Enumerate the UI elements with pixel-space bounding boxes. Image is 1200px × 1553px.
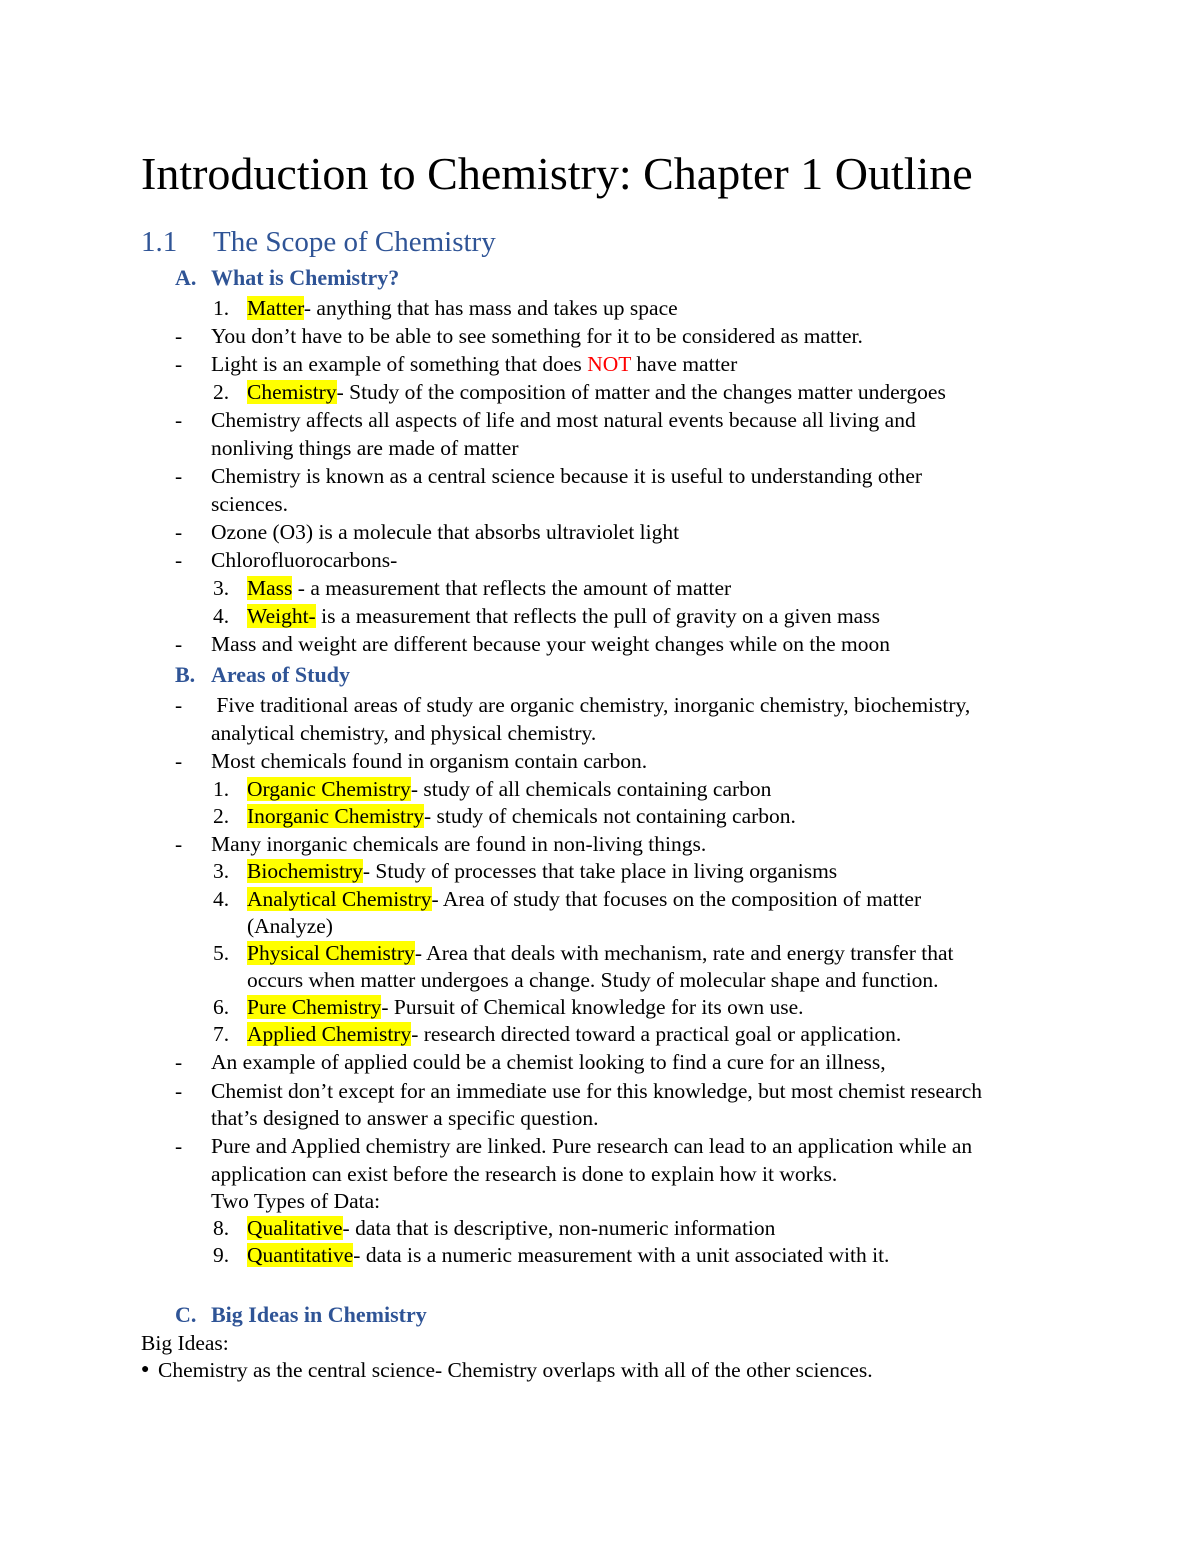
highlighted-term: Matter xyxy=(247,296,304,320)
bullet-icon: ● xyxy=(141,1362,150,1377)
highlighted-term: Pure Chemistry xyxy=(247,995,382,1019)
highlighted-term: Biochemistry xyxy=(247,859,363,883)
subheading-letter: A. xyxy=(175,265,197,290)
section-number: 1.1 xyxy=(141,226,178,258)
subheading-areas-of-study xyxy=(175,661,350,689)
highlighted-term: Quantitative xyxy=(247,1243,354,1267)
section-heading xyxy=(141,222,496,262)
section-title: The Scope of Chemistry xyxy=(213,226,496,258)
highlighted-term: Applied Chemistry xyxy=(247,1022,412,1046)
highlighted-term: Analytical Chemistry xyxy=(247,887,432,911)
emphasis-not: NOT xyxy=(587,352,631,376)
document-title: Introduction to Chemistry: Chapter 1 Outline xyxy=(141,148,973,199)
subheading-what-is-chemistry xyxy=(175,264,399,292)
subheading-title: What is Chemistry? xyxy=(211,265,400,290)
subheading-letter: C. xyxy=(175,1302,197,1327)
highlighted-term: Chemistry xyxy=(247,380,337,404)
document-page: Introduction to Chemistry: Chapter 1 Outline 1.1 The Scope of Chemistry A. What is Chemistry? 1. Matter- anything that has mass and takes up space - You don’t have to be able to see something for it to be considered as matter. - Light is an example of something that does NOT have matter 2. Chemistry- Study of the composition of matter and the changes matter undergoes - Chemistry affects all aspects of life and most natural events because all living and nonliving things are made of matter - Chemistry is known as a central science because it is useful to understanding other sciences. - Ozone (O3) is a molecule that absorbs ultraviolet light - Chlorofluorocarbons- 3. Mass - a measurement that reflects the amount of matter 4. Weight- is a measurement that reflects the pull of gravity on a given mass - Mass and weight are different because your weight changes while on the moon B. Areas of Study - Five traditional areas of study are organic chemistry, inorganic chemistry, biochemistry, analytical chemistry, and physical chemistry. - Most chemicals found in organism contain carbon. 1. Organic Chemistry- study of all chemicals containing carbon 2. Inorganic Chemistry- study of chemicals not containing carbon. - Many inorganic chemicals are found in non-living things. 3. Biochemistry- Study of processes that take place in living organisms 4. Analytical Chemistry- Area of study that focuses on the composition of matter (Analyze) 5. Physical Chemistry- Area that deals with mechanism, rate and energy transfer that occurs when matter undergoes a change. Study of molecular shape and function. 6. Pure Chemistry- Pursuit of Chemical knowledge for its own use. 7. Applied Chemistry- research directed toward a practical goal or application. - An example of applied could be a chemist looking to find a cure for an illness, - Chemist don’t except for an immediate use for this knowledge, but most chemist research that’s designed to answer a specific question. - Pure and Applied chemistry are linked. Pure research can lead to an application while an application can exist before the research is done to explain how it works. Two Types of Data: 8. Qualitative- data that is descriptive, non-numeric information 9. Quantitative- data is a numeric measurement with a unit associated with it. C. Big Ideas in Chemistry Big Ideas: ● Chemistry as the central science- Chemistry overlaps with all of the other sciences. xyxy=(141,148,983,1382)
highlighted-term: Qualitative xyxy=(247,1216,343,1240)
subheading-letter: B. xyxy=(175,662,196,687)
highlighted-term: Weight- xyxy=(247,604,316,628)
highlighted-term: Physical Chemistry xyxy=(247,941,415,965)
subheading-title: Big Ideas in Chemistry xyxy=(211,1302,427,1327)
highlighted-term: Organic Chemistry xyxy=(247,777,411,801)
subheading-title: Areas of Study xyxy=(211,662,350,687)
subheading-big-ideas xyxy=(175,1301,427,1329)
highlighted-term: Mass xyxy=(247,576,293,600)
highlighted-term: Inorganic Chemistry xyxy=(247,804,424,828)
